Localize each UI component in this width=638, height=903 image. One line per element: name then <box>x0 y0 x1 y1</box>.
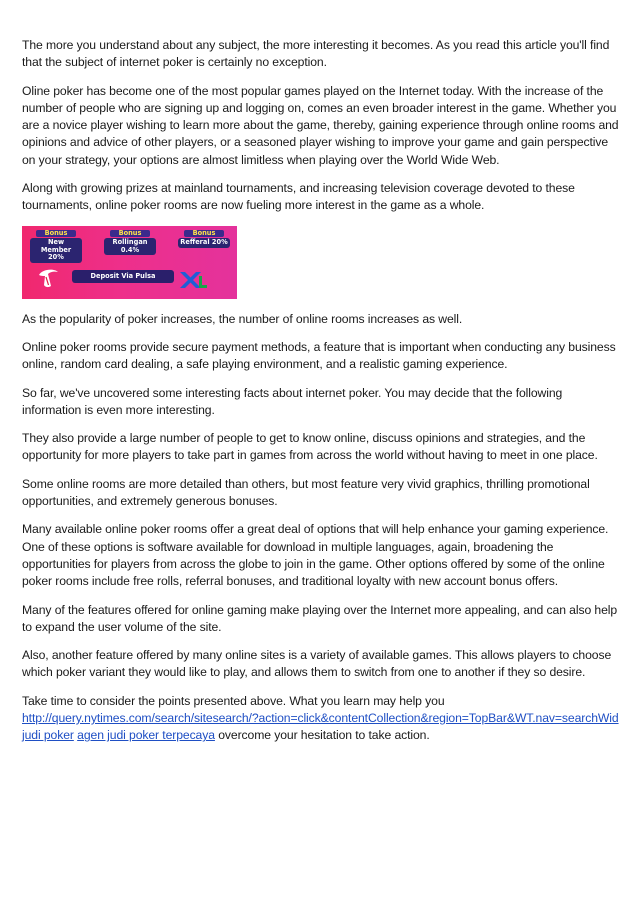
paragraph-variety-games: Also, another feature offered by many online sites is a variety of available games. This allows players to choose which poker variant they would like to play, and allows them to switch from one to another if they so desire. <box>22 648 612 680</box>
paragraph-tournaments: Along with growing prizes at mainland tournaments, and increasing television coverage devoted to these tournaments, online poker rooms are now fueling more interest in the game as a whole. <box>22 181 575 213</box>
judi-poker-link[interactable]: judi poker <box>22 728 74 743</box>
agen-judi-poker-link[interactable]: agen judi poker terpecaya <box>77 728 215 743</box>
paragraph-closing <box>22 693 620 745</box>
paragraph-options: Many available online poker rooms offer a great deal of options that will help enhance your gaming experience. One of these options is software available for download in multiple languages, again, broadening the opportunities for players from across the globe to join in the game. Other options offered by some of the online poker rooms include free rolls, referral bonuses, and traditional loyalty with new account bonus offers. <box>22 522 609 589</box>
paragraph-popularity-rooms: As the popularity of poker increases, the number of online rooms increases as well. <box>22 311 463 326</box>
document-page <box>22 37 620 756</box>
bonus-rollingan-badge <box>104 230 156 256</box>
bonus-new-member-badge <box>30 230 82 263</box>
paragraph-get-to-know: They also provide a large number of people to get to know online, discuss opinions and strategies, and the opportunity for more players to take part in games from across the world without having to meet in one place. <box>22 431 598 463</box>
promo-banner-image <box>22 226 237 299</box>
paragraph-online-poker-popularity: Oline poker has become one of the most popular games played on the Internet today. With the increase of the number of people who are signing up and logging on, comes an even broader interest in the game. Whether you are a novice player wishing to learn more about the game, thereby, gaining experience through online rooms and opinions and advice of other players, or a seasoned player wishing to improve your game and gain perspective on your strategy, your options are almost limitless when playing over the World Wide Web. <box>22 83 619 167</box>
bonus-badge-head: Bonus <box>36 230 76 238</box>
closing-intro-text: Take time to consider the points presented above. What you learn may help you <box>22 693 445 708</box>
nytimes-search-link[interactable]: http://query.nytimes.com/search/sitesearch/?action=click&contentCollection&region=TopBar&WT.nav=searchWid <box>22 711 619 726</box>
xl-logo-icon <box>178 268 208 292</box>
bonus-badge-head: Bonus <box>184 230 224 238</box>
bonus-badge-head: Bonus <box>110 230 150 238</box>
telkomsel-logo-icon <box>36 266 60 290</box>
paragraph-features: Many of the features offered for online gaming make playing over the Internet more appealing, and can also help to expand the user volume of the site. <box>22 602 618 634</box>
deposit-via-pulsa-label: Deposit Via Pulsa <box>72 270 174 283</box>
paragraph-interesting-facts: So far, we've uncovered some interesting facts about internet poker. You may decide that the following information is even more interesting. <box>22 385 563 417</box>
bonus-badge-body: New Member 20% <box>30 238 82 263</box>
bonus-refferal-badge <box>178 230 230 248</box>
paragraph-graphics-bonuses: Some online rooms are more detailed than others, but most feature very vivid graphics, thrilling promotional opportunities, and extremely generous bonuses. <box>22 476 590 509</box>
paragraph-secure-payment: Online poker rooms provide secure payment methods, a feature that is important when conducting any business online, random card dealing, a safe playing environment, and a realistic gaming experience. <box>22 339 616 372</box>
closing-outro-text: overcome your hesitation to take action. <box>218 728 430 743</box>
bonus-badge-body: Rollingan 0.4% <box>104 238 156 255</box>
paragraph-intro: The more you understand about any subject, the more interesting it becomes. As you read this article you'll find that the subject of internet poker is certainly no exception. <box>22 38 610 70</box>
bonus-badge-body: Refferal 20% <box>178 238 230 248</box>
